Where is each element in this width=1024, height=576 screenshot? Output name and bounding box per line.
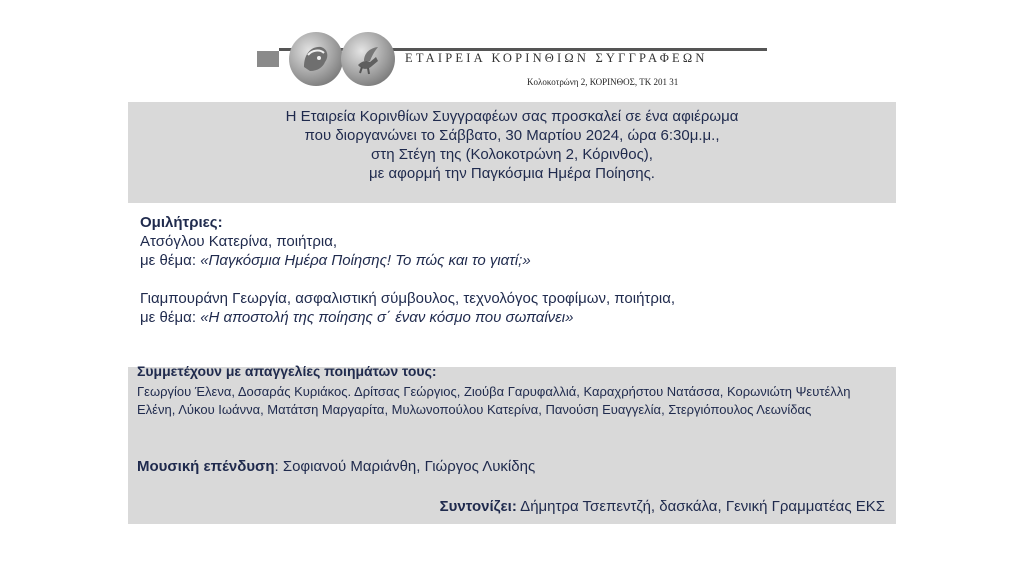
- music-label: Μουσική επένδυση: [137, 458, 275, 475]
- invitation-line: με αφορμή την Παγκόσμια Ημέρα Ποίησης.: [369, 165, 655, 182]
- topic-prefix: με θέμα:: [140, 309, 201, 326]
- athena-coin-icon: [289, 32, 343, 86]
- coordinator-credit: [440, 498, 885, 515]
- coordinator-value: Δήμητρα Τσεπεντζή, δασκάλα, Γενική Γραμματέας ΕΚΣ: [516, 498, 885, 515]
- speaker-1-topic: «Παγκόσμια Ημέρα Ποίησης! Το πώς και το γιατί;»: [200, 252, 531, 269]
- speakers-label: Ομιλήτριες:: [140, 214, 223, 231]
- letterhead: [255, 30, 770, 92]
- participants-names: Γεωργίου Έλενα, Δοσαράς Κυριάκος. Δρίτσας Γεώργιος, Ζιούβα Γαρυφαλλιά, Καραχρήστου Νατάσσα, Κορωνιώτη Ψευτέλλη Ελένη, Λύκου Ιωάννα, Ματάτση Μαργαρίτα, Μυλωνοπούλου Κατερίνα, Πανούση Ευαγγελία, Στεργιόπουλος Λεωνίδας: [137, 384, 851, 417]
- coordinator-label: Συντονίζει:: [439, 498, 517, 515]
- music-value: : Σοφιανού Μαριάνθη, Γιώργος Λυκίδης: [274, 458, 536, 475]
- invitation-line: που διοργανώνει το Σάββατο, 30 Μαρτίου 2024, ώρα 6:30μ.μ.,: [304, 127, 720, 144]
- speaker-2-name: Γιαμπουράνη Γεωργία, ασφαλιστική σύμβουλος, τεχνολόγος τροφίμων, ποιήτρια,: [140, 290, 676, 307]
- invitation-line: Η Εταιρεία Κορινθίων Συγγραφέων σας προσκαλεί σε ένα αφιέρωμα: [285, 108, 739, 125]
- speaker-1-name: Ατσόγλου Κατερίνα, ποιήτρια,: [140, 233, 338, 250]
- speaker-2-topic-row: [140, 308, 860, 327]
- spacer: [140, 270, 860, 289]
- letterhead-grey-bar: [257, 51, 279, 67]
- speaker-2-topic: «Η αποστολή της ποίησης σ΄ έναν κόσμο που σωπαίνει»: [200, 309, 574, 326]
- music-credit: [137, 458, 535, 475]
- organization-address: Κολοκοτρώνη 2, ΚΟΡΙΝΘΟΣ, ΤΚ 201 31: [527, 77, 679, 87]
- speakers-section: [140, 213, 860, 327]
- participants-label: Συμμετέχουν με απαγγελίες ποιημάτων τους:: [137, 363, 437, 379]
- participants-box: [128, 363, 896, 524]
- invitation-box: [128, 102, 896, 203]
- speaker-1-topic-row: [140, 251, 860, 270]
- topic-prefix: με θέμα:: [140, 252, 201, 269]
- invitation-line: στη Στέγη της (Κολοκοτρώνη 2, Κόρινθος),: [371, 146, 653, 163]
- organization-name: ΕΤΑΙΡΕΙΑ ΚΟΡΙΝΘΙΩΝ ΣΥΓΓΡΑΦΕΩΝ: [405, 51, 708, 65]
- pegasus-coin-icon: [341, 32, 395, 86]
